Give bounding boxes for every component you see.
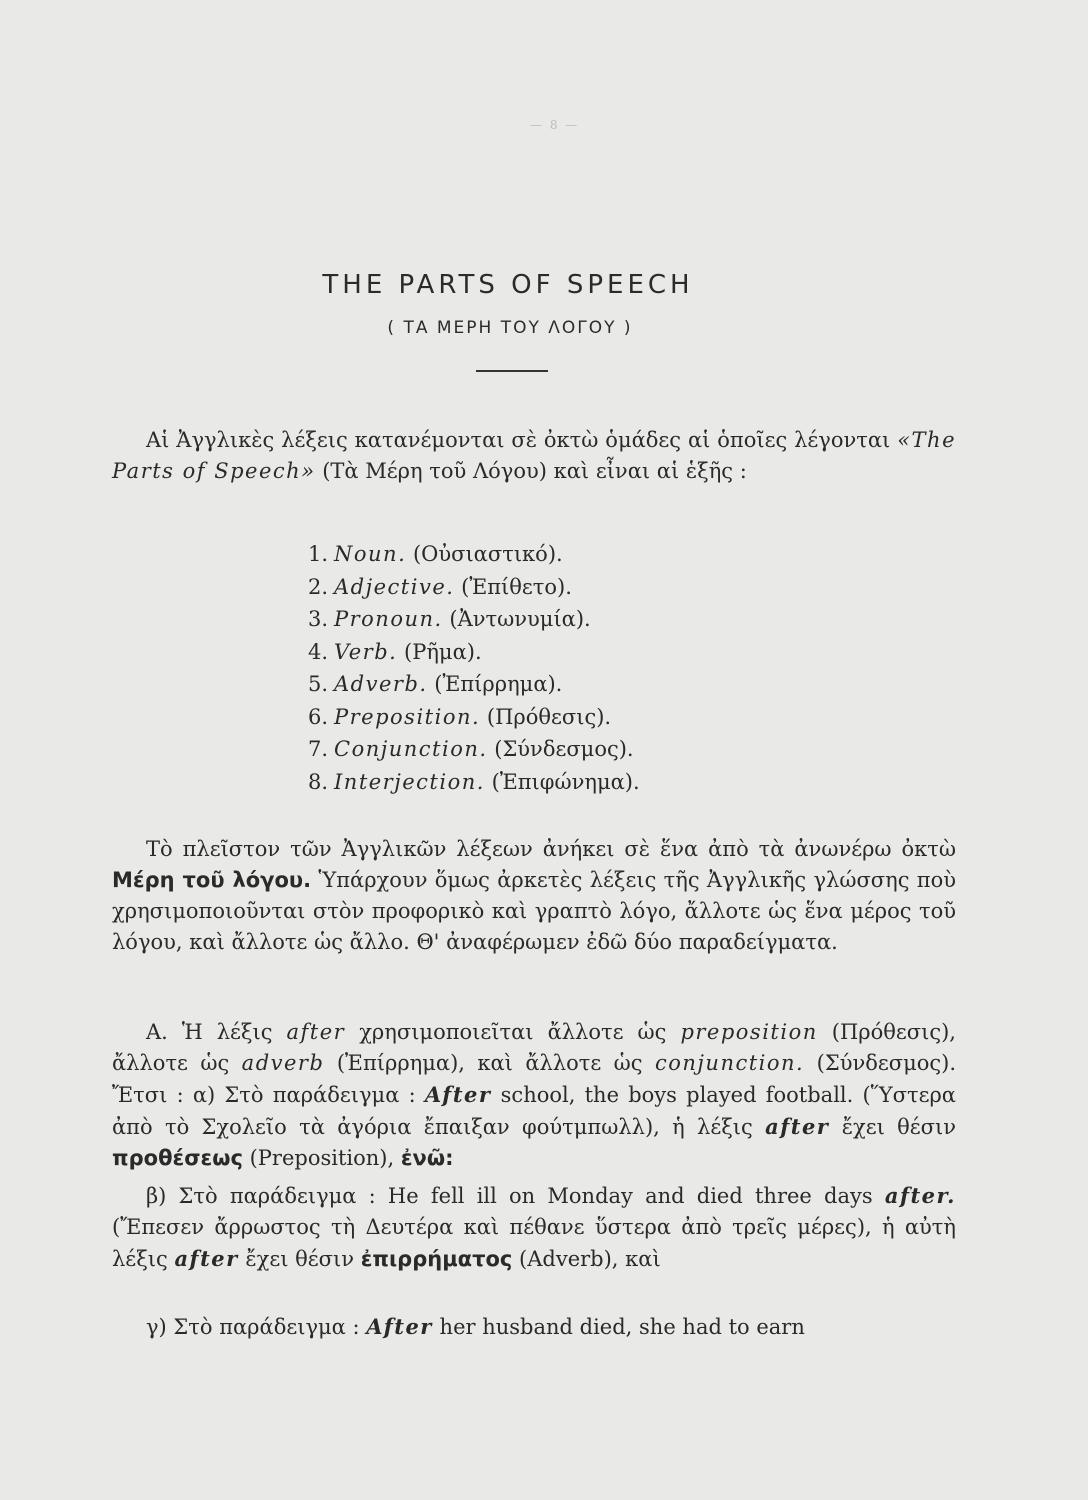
- list-term-gr: (Ἐπιφώνημα).: [491, 769, 640, 794]
- bold-term: προθέσεως: [112, 1146, 243, 1170]
- list-term-en: Adverb.: [334, 672, 428, 696]
- text-span: γ) Στὸ παράδειγμα :: [146, 1315, 367, 1339]
- list-item: [290, 701, 640, 734]
- list-term-gr: (Ἐπίρρημα).: [434, 672, 563, 696]
- italic-term: After: [366, 1314, 433, 1339]
- intro-text-before: Αἱ Ἀγγλικὲς λέξεις κατανέμονται σὲ ὀκτὼ ὁμάδες αἱ ὁποῖες λέγονται: [146, 428, 898, 452]
- list-item: [290, 538, 640, 571]
- intro-text-after: (Τὰ Μέρη τοῦ Λόγου) καὶ εἶναι αἱ ἑξῆς :: [315, 459, 747, 483]
- paragraph-example-c: [112, 1311, 956, 1343]
- parts-of-speech-list: [290, 538, 640, 798]
- list-term-en: Verb.: [334, 639, 398, 664]
- text-span: β) Στὸ παράδειγμα : He fell ill on Monday and died three days: [146, 1184, 885, 1208]
- italic-term: after: [174, 1246, 239, 1271]
- list-term-gr: (Ἀντωνυμία).: [449, 607, 591, 631]
- italic-term: after.: [884, 1183, 956, 1208]
- text-span: (Adverb), καὶ: [512, 1247, 661, 1271]
- italic-term: After: [424, 1082, 492, 1107]
- italic-term: after: [286, 1020, 346, 1044]
- text-span: school, the boys played football. (Ὕστερα ἀπὸ τὸ Σχολεῖο τὰ ἀγόρια ἔπαιξαν φούτμπωλλ), ἡ λέξις: [112, 1083, 956, 1139]
- para2-text-before: Τὸ πλεῖστον τῶν Ἀγγλικῶν λέξεων ἀνήκει σὲ ἕνα ἀπὸ τὰ ἀνωνέρω ὀκτὼ: [146, 837, 956, 861]
- text-span: χρησιμοποιεῖται ἄλλοτε ὡς: [345, 1020, 681, 1044]
- list-item: [290, 636, 640, 669]
- list-item: [290, 733, 640, 766]
- list-number: 3.: [307, 607, 328, 631]
- text-span: Α. Ἡ λέξις: [146, 1020, 287, 1044]
- list-number: 5.: [307, 672, 328, 696]
- list-term-gr: (Ἐπίθετο).: [461, 574, 572, 599]
- bold-term: ἐπιρρήματος: [360, 1247, 513, 1271]
- text-span: her husband died, she had to earn: [432, 1315, 805, 1339]
- list-term-gr: (Οὐσιαστικό).: [412, 542, 563, 566]
- list-number: 6.: [307, 704, 328, 729]
- para2-bold-term: Μέρη τοῦ λόγου.: [112, 868, 312, 892]
- italic-term: preposition: [680, 1020, 818, 1044]
- list-term-en: Interjection.: [334, 769, 485, 794]
- italic-term: adverb: [241, 1051, 325, 1075]
- list-term-en: Adjective.: [334, 574, 455, 599]
- text-span: ἔχει θέσιν: [829, 1115, 956, 1139]
- page-title: THE PARTS OF SPEECH: [322, 270, 694, 300]
- paragraph-example-b: [112, 1180, 956, 1275]
- paragraph-example-a: [112, 1017, 956, 1174]
- list-term-en: Conjunction.: [334, 737, 488, 761]
- paragraph-meri-logou: [112, 834, 956, 958]
- list-item: [290, 571, 640, 604]
- list-term-en: Pronoun.: [334, 607, 443, 631]
- italic-term: after: [765, 1114, 830, 1139]
- text-span: (Ἔπεσεν ἄρρωστος τὴ Δευτέρα καὶ πέθανε ὕστερα ἀπὸ τρεῖς μέρες), ἡ αὐτὴ λέξις: [112, 1215, 956, 1271]
- list-number: 1.: [307, 542, 328, 566]
- list-term-gr: (Σύνδεσμος).: [494, 737, 634, 761]
- italic-term: conjunction.: [654, 1051, 805, 1075]
- para2-text-after: Ὑπάρχουν ὅμως ἀρκετὲς λέξεις τῆς Ἀγγλικῆς γλώσσης ποὺ χρησιμοποιοῦνται στὸν προφορικὸ καὶ γραπτὸ λόγο, ἄλλοτε ὡς ἕνα μέρος τοῦ λόγου, καὶ ἄλλοτε ὡς ἄλλο. Θ' ἀναφέρωμεν ἐδῶ δύο παραδείγματα.: [112, 868, 956, 954]
- list-term-gr: (Πρόθεσις).: [486, 704, 612, 729]
- text-span: (Σύνδεσμος). Ἔτσι : α) Στὸ παράδειγμα :: [112, 1051, 957, 1107]
- intro-paragraph: [112, 425, 956, 487]
- list-term-en: Preposition.: [334, 704, 481, 729]
- list-item: [290, 668, 640, 701]
- list-number: 8.: [307, 769, 328, 794]
- list-term-en: Noun.: [334, 542, 407, 566]
- list-term-gr: (Ρῆμα).: [404, 639, 482, 664]
- list-item: [290, 766, 640, 799]
- page-number: — 8 —: [530, 118, 580, 132]
- text-span: (Πρόθεσις), ἄλλοτε ὡς: [112, 1020, 956, 1075]
- title-divider: [476, 370, 548, 372]
- text-span: (Preposition),: [242, 1146, 401, 1170]
- list-item: [290, 603, 640, 636]
- text-span: (Ἐπίρρημα), καὶ ἄλλοτε ὡς: [324, 1051, 655, 1075]
- bold-term: ἐνῶ:: [400, 1146, 454, 1170]
- list-number: 7.: [307, 737, 328, 761]
- list-number: 4.: [307, 639, 328, 664]
- text-span: ἔχει θέσιν: [238, 1247, 361, 1271]
- page-subtitle: ( ΤΑ ΜΕΡΗ ΤΟΥ ΛΟΓΟΥ ): [387, 318, 633, 338]
- list-number: 2.: [307, 574, 328, 599]
- intro-italic-term: «The Parts of Speech»: [112, 428, 956, 483]
